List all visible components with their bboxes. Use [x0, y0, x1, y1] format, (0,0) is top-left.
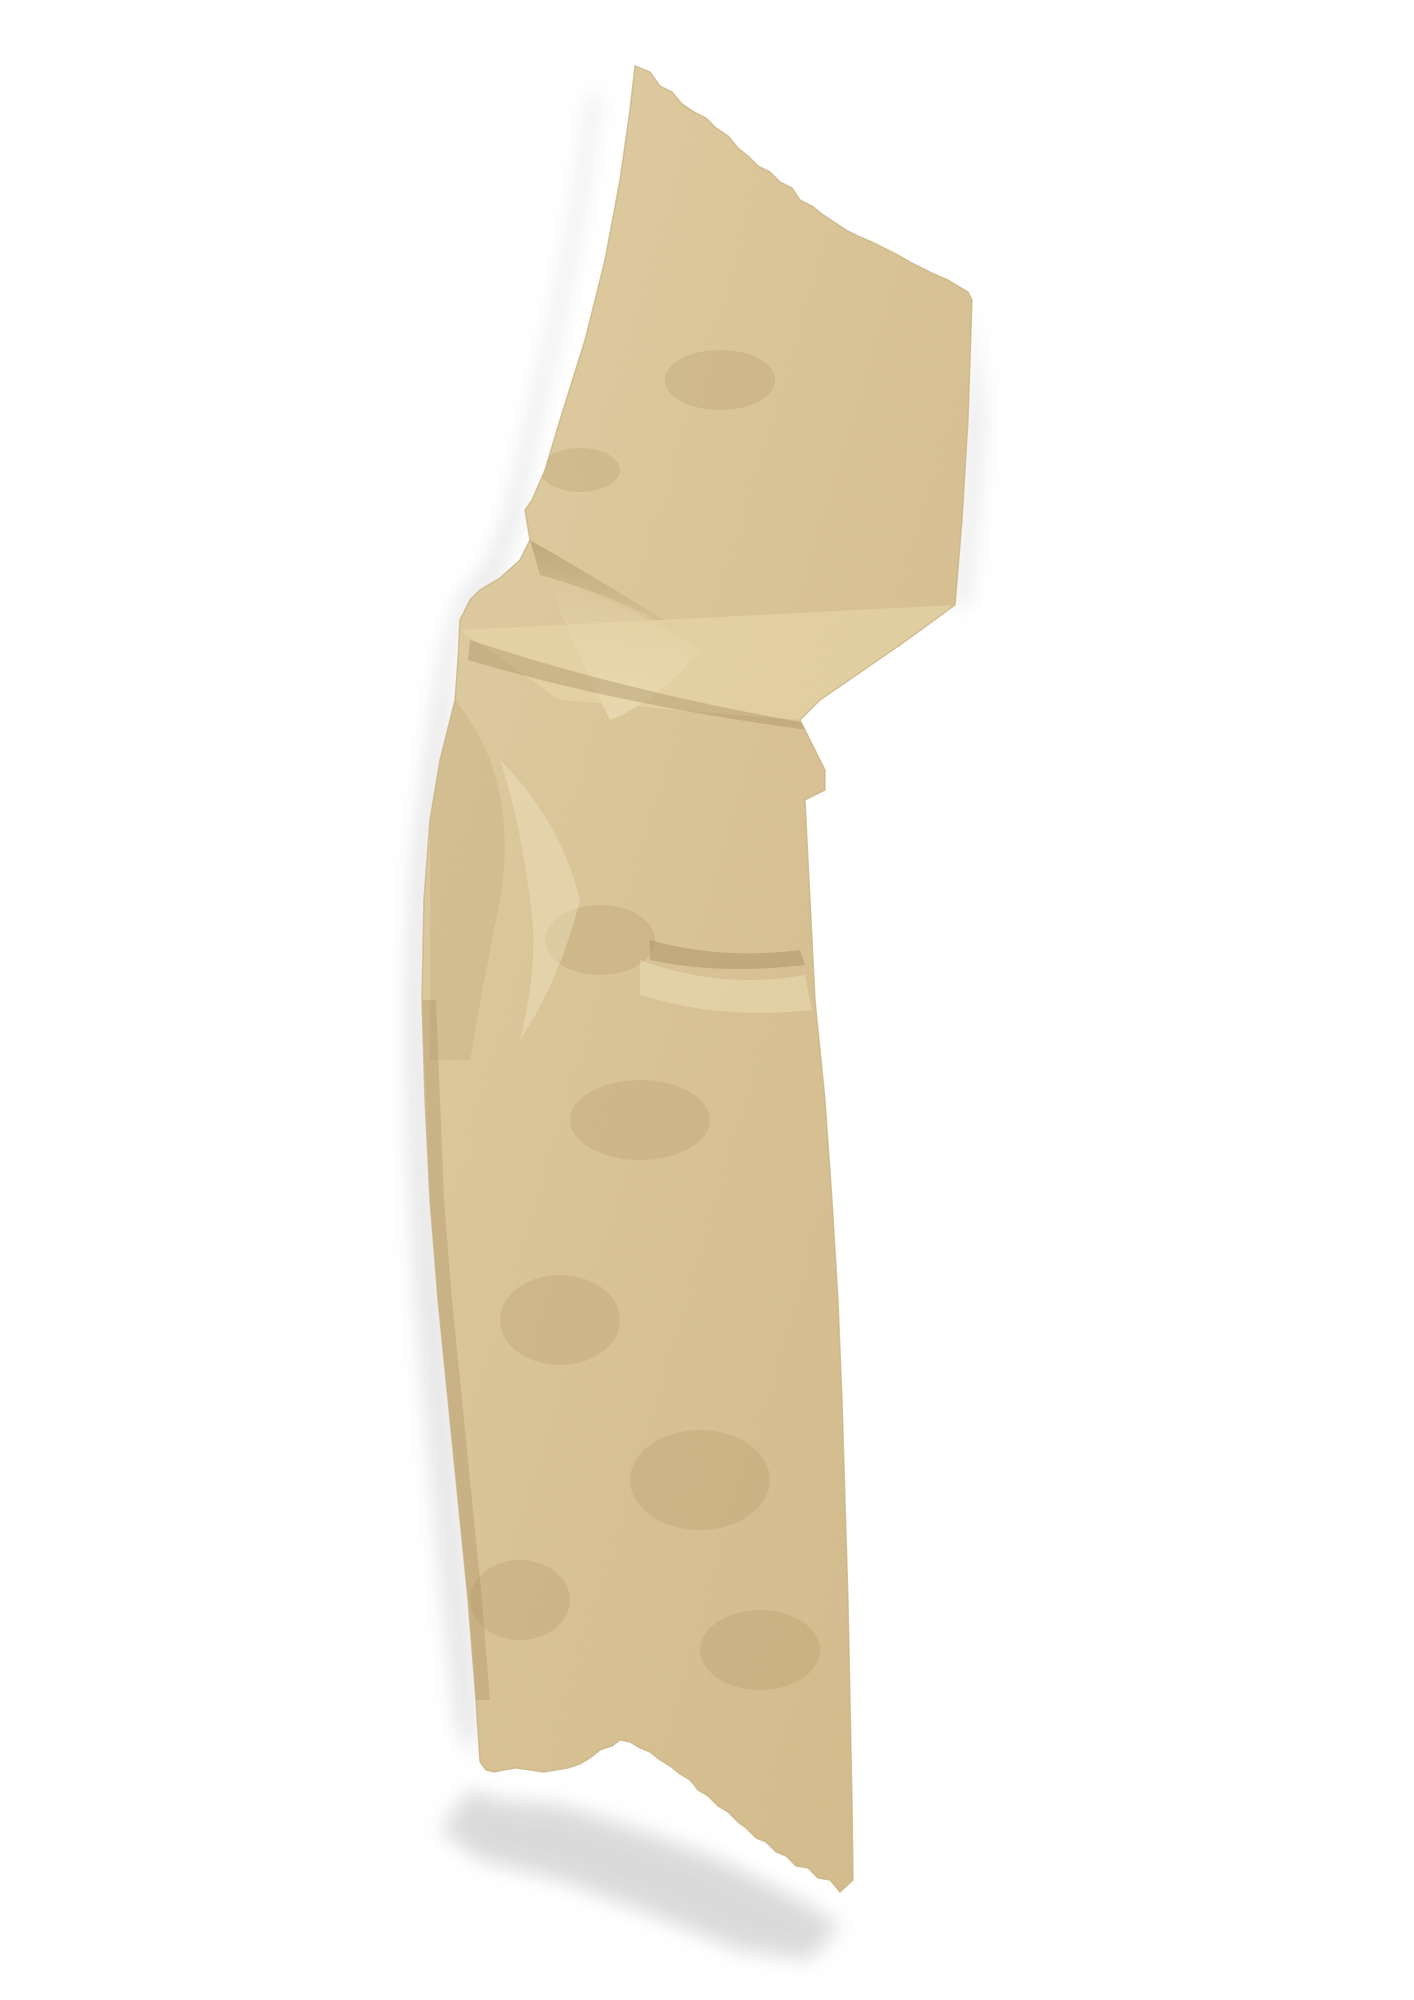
tape-strip — [400, 50, 1000, 1950]
